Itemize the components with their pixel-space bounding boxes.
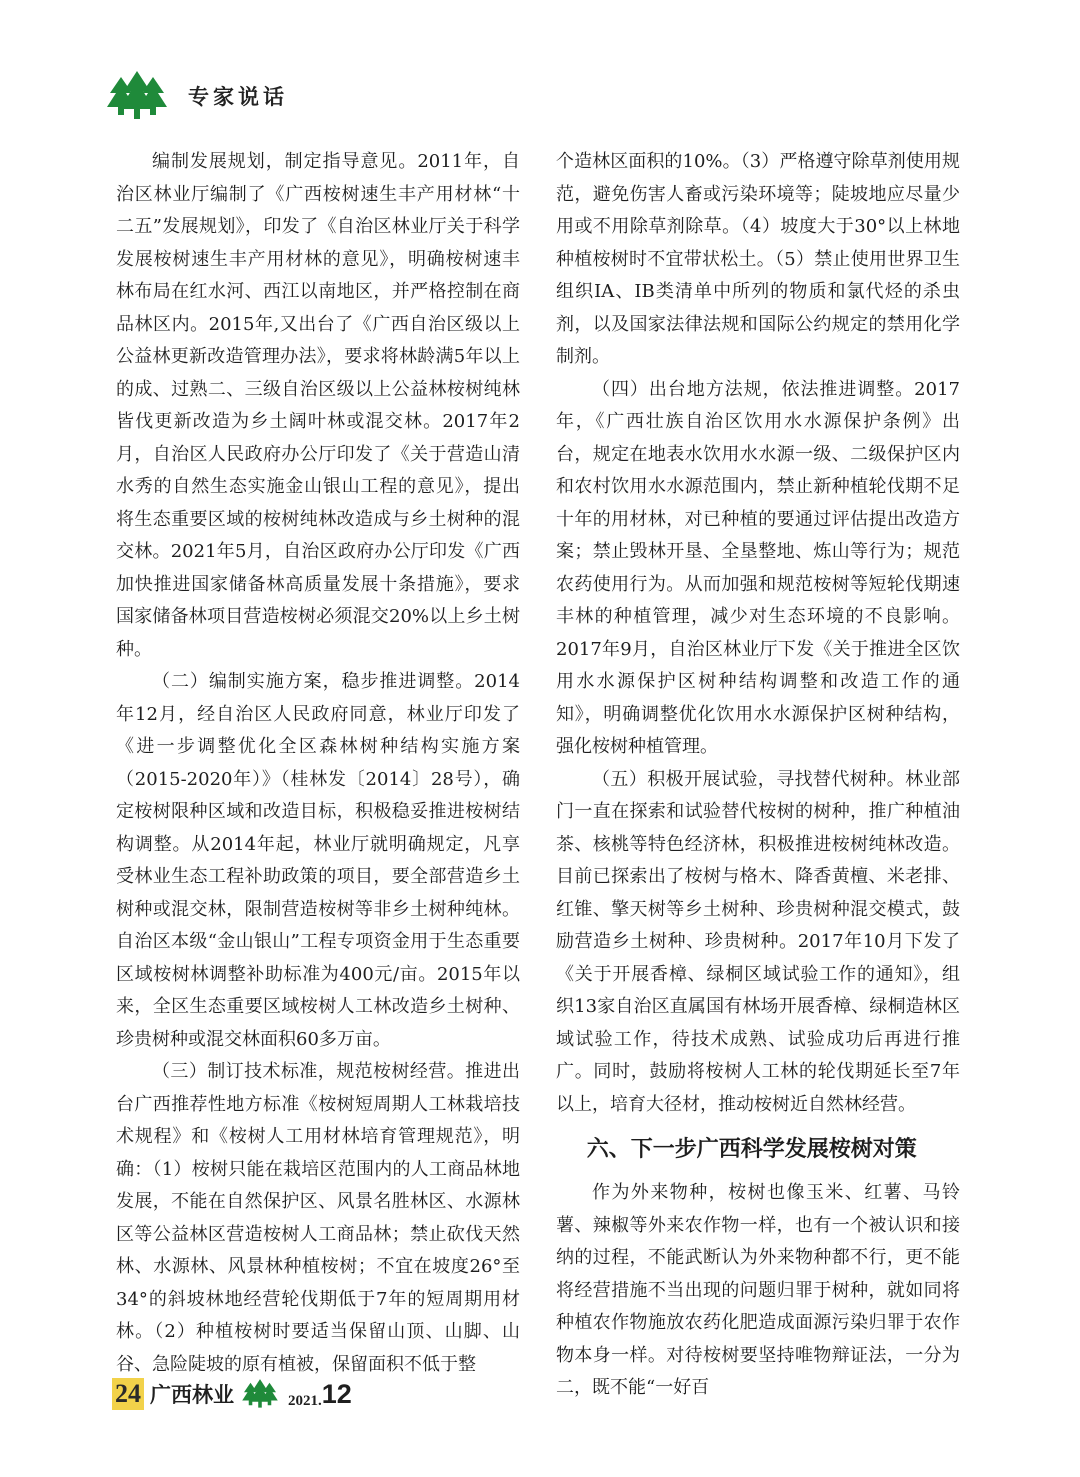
paragraph: （四）出台地方法规，依法推进调整。2017年，《广西壮族自治区饮用水水源保护条例》出台，规定在地表水饮用水水源一级、二级保护区内和农村饮用水水源范围内，禁止新种植轮伐期不足十年的用材林，对已种植的要通过评估提出改造方案；禁止毁林开垦、全垦整地、炼山等行为；规范农药使用行为。从而加强和规范桉树等短轮伐期速丰林的种植管理，减少对生态环境的不良影响。2017年9月，自治区林业厅下发《关于推进全区饮用水水源保护区树种结构调整和改造工作的通知》，明确调整优化饮用水水源保护区树种结构，强化桉树种植管理。 — [556, 378, 960, 757]
journal-name: 广西林业 — [150, 1383, 234, 1407]
right-column — [556, 146, 960, 1405]
paragraph: （五）积极开展试验，寻找替代树种。林业部门一直在探索和试验替代桉树的树种，推广种植油茶、核桃等特色经济林，积极推进桉树纯林改造。目前已探索出了桉树与格木、降香黄檀、米老排、红锥、擎天树等乡土树种、珍贵树种混交模式，鼓励营造乡土树种、珍贵树种。2017年10月下发了《关于开展香樟、绿桐区域试验工作的通知》，组织13家自治区直属国有林场开展香樟、绿桐造林区域试验工作，待技术成熟、试验成功后再进行推广。同时，鼓励将桉树人工林的轮伐期延长至7年以上，培育大径材，推动桉树近自然林经营。 — [556, 768, 960, 1115]
section-label: 专家说话 — [188, 85, 288, 109]
page-number: 24 — [112, 1378, 144, 1410]
issue-year: 2021. — [288, 1393, 322, 1409]
pine-trees-icon — [240, 1378, 280, 1410]
section-heading: 六、下一步广西科学发展桉树对策 — [586, 1137, 917, 1162]
page-footer — [112, 1374, 352, 1414]
paragraph: 编制发展规划，制定指导意见。2011年，自治区林业厅编制了《广西桉树速生丰产用材林“十二五”发展规划》，印发了《自治区林业厅关于科学发展桉树速生丰产用材林的意见》，明确桉树速丰林布局在红水河、西江以南地区，并严格控制在商品林区内。2015年,又出台了《广西自治区级以上公益林更新改造管理办法》，要求将林龄满5年以上的成、过熟二、三级自治区级以上公益林桉树纯林皆伐更新改造为乡土阔叶林或混交林。2017年2月，自治区人民政府办公厅印发了《关于营造山清水秀的自然生态实施金山银山工程的意见》，提出将生态重要区域的桉树纯林改造成与乡土树种的混交林。2021年5月，自治区政府办公厅印发《广西加快推进国家储备林高质量发展十条措施》，要求国家储备林项目营造桉树必须混交20%以上乡土树种。 — [116, 151, 520, 660]
pine-trees-icon — [106, 69, 168, 123]
issue-number: 12 — [321, 1378, 352, 1409]
paragraph: 作为外来物种，桉树也像玉米、红薯、马铃薯、辣椒等外来农作物一样，也有一个被认识和接纳的过程，不能武断认为外来物种都不行，更不能将经营措施不当出现的问题归罪于树种，就如同将种植农作物施放农药化肥造成面源污染归罪于农作物本身一样。对待桉树要坚持唯物辩证法，一分为二，既不能“一好百 — [556, 1182, 960, 1398]
paragraph: 个造林区面积的10%。（3）严格遵守除草剂使用规范，避免伤害人畜或污染环境等；陡坡地应尽量少用或不用除草剂除草。（4）坡度大于30°以上林地种植桉树时不宜带状松土。（5）禁止使用世界卫生组织IA、IB类清单中所列的物质和氯代烃的杀虫剂，以及国家法律法规和国际公约规定的禁用化学制剂。 — [556, 151, 960, 367]
left-column — [116, 146, 520, 1381]
paragraph: （三）制订技术标准，规范桉树经营。推进出台广西推荐性地方标准《桉树短周期人工林栽培技术规程》和《桉树人工用材林培育管理规范》，明确：（1）桉树只能在栽培区范围内的人工商品林地发展，不能在自然保护区、风景名胜林区、水源林区等公益林区营造桉树人工商品林；禁止砍伐天然林、水源林、风景林种植桉树；不宜在坡度26°至34°的斜坡林地经营轮伐期低于7年的短周期用材林。（2）种植桉树时要适当保留山顶、山脚、山谷、急险陡坡的原有植被，保留面积不低于整 — [116, 1061, 520, 1375]
paragraph: （二）编制实施方案，稳步推进调整。2014年12月，经自治区人民政府同意，林业厅印发了《进一步调整优化全区森林树种结构实施方案（2015-2020年）》（桂林发〔2014〕28号），确定桉树限种区域和改造目标，积极稳妥推进桉树结构调整。从2014年起，林业厅就明确规定，凡享受林业生态工程补助政策的项目，要全部营造乡土树种或混交林，限制营造桉树等非乡土树种纯林。自治区本级“金山银山”工程专项资金用于生态重要区域桉树林调整补助标准为400元/亩。2015年以来，全区生态重要区域桉树人工林改造乡土树种、珍贵树种或混交林面积60多万亩。 — [116, 671, 520, 1050]
page-header — [106, 66, 288, 126]
